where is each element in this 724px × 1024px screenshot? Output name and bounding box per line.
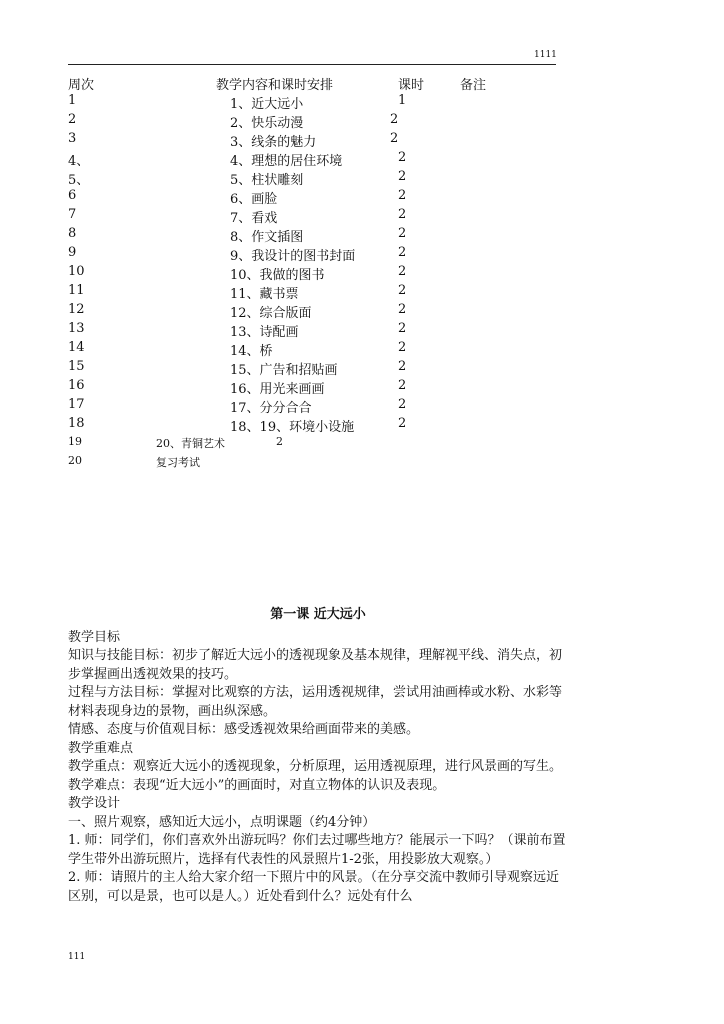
schedule-hours: 1 [398, 93, 407, 108]
schedule-week: 6 [68, 188, 77, 203]
schedule-week: 17 [68, 397, 85, 412]
schedule-content: 20、青铜艺术 [156, 437, 225, 450]
schedule-hours: 2 [398, 416, 407, 431]
lesson-paragraph: 教学难点：表现“近大远小”的画面时，对直立物体的认识及表现。 [68, 777, 446, 793]
header-week: 周次 [68, 78, 95, 93]
schedule-hours: 2 [398, 340, 407, 355]
schedule-content: 9、我设计的图书封面 [230, 249, 356, 264]
schedule-content: 4、理想的居住环境 [230, 154, 343, 169]
schedule-content: 7、看戏 [230, 211, 278, 226]
schedule-week: 5、 [68, 173, 90, 188]
schedule-hours: 2 [398, 359, 407, 374]
schedule-week: 13 [68, 321, 85, 336]
schedule-week: 19 [68, 435, 82, 448]
page-number-bottom: 111 [68, 952, 86, 962]
schedule-hours: 2 [276, 435, 283, 448]
schedule-hours: 2 [390, 131, 399, 146]
lesson-body [68, 629, 568, 907]
schedule-content: 10、我做的图书 [230, 268, 325, 283]
schedule-week: 3 [68, 131, 77, 146]
header-rule [68, 64, 556, 65]
schedule-content: 复习考试 [156, 456, 200, 469]
schedule-content: 18、19、环境小设施 [230, 420, 355, 435]
schedule-week: 16 [68, 378, 85, 393]
lesson-paragraph: 情感、态度与价值观目标：感受透视效果给画面带来的美感。 [68, 722, 420, 737]
lesson-paragraph: 2. 师：请照片的主人给大家介绍一下照片中的风景。（在分享交流中教师引导观察远近区别，可以是景，也可以是人。）近处看到什么？远处有什么 [68, 870, 560, 904]
schedule-week: 20 [68, 454, 82, 467]
schedule-hours: 2 [398, 283, 407, 298]
schedule-hours: 2 [398, 207, 407, 222]
schedule-week: 7 [68, 207, 77, 222]
schedule-week: 9 [68, 245, 77, 260]
schedule-hours: 2 [398, 245, 407, 260]
schedule-content: 16、用光来画画 [230, 382, 325, 397]
lesson-paragraph: 知识与技能目标：初步了解近大远小的透视现象及基本规律，理解视平线、消失点，初步掌握画出透视效果的技巧。 [68, 648, 563, 682]
schedule-hours: 2 [398, 397, 407, 412]
schedule-content: 12、综合版面 [230, 306, 312, 321]
schedule-hours: 2 [398, 321, 407, 336]
lesson-paragraph: 教学设计 [68, 796, 121, 811]
schedule-content: 15、广告和招贴画 [230, 363, 338, 378]
lesson-section [68, 606, 568, 906]
schedule-week: 10 [68, 264, 85, 279]
schedule-hours: 2 [398, 150, 407, 165]
schedule-hours: 2 [398, 188, 407, 203]
lesson-paragraph: 1. 师：同学们，你们喜欢外出游玩吗？你们去过哪些地方？能展示一下吗？（课前布置学生带外出游玩照片，选择有代表性的风景照片1-2张，用投影放大观察。） [68, 833, 566, 867]
schedule-week: 11 [68, 283, 85, 298]
header-content: 教学内容和课时安排 [216, 78, 334, 93]
schedule-content: 2、快乐动漫 [230, 116, 304, 131]
schedule-week: 8 [68, 226, 77, 241]
schedule-week: 2 [68, 112, 77, 127]
schedule-content: 5、柱状雕刻 [230, 173, 304, 188]
lesson-paragraph: 教学目标 [68, 629, 121, 645]
schedule-content: 3、线条的魅力 [230, 135, 317, 150]
schedule-week: 12 [68, 302, 85, 317]
schedule-content: 1、近大远小 [230, 97, 304, 112]
lesson-paragraph: 过程与方法目标：掌握对比观察的方法，运用透视规律，尝试用油画棒或水粉、水彩等材料表现身边的景物，画出纵深感。 [68, 685, 563, 719]
schedule-content: 8、作文插图 [230, 230, 304, 245]
lesson-paragraph: 一、照片观察，感知近大远小，点明课题（约4分钟） [68, 814, 376, 830]
lesson-title: 第一课 近大远小 [270, 607, 366, 622]
header-hours: 课时 [398, 78, 425, 93]
schedule-hours: 2 [398, 302, 407, 317]
schedule-content: 14、桥 [230, 344, 273, 359]
schedule-hours: 2 [398, 169, 407, 184]
schedule-hours: 2 [398, 226, 407, 241]
page-number-top: 1111 [534, 50, 557, 60]
schedule-hours: 2 [398, 378, 407, 393]
header-notes: 备注 [460, 78, 487, 93]
schedule-content: 17、分分合合 [230, 401, 312, 416]
schedule-hours: 2 [398, 264, 407, 279]
schedule-hours: 2 [390, 112, 399, 127]
schedule-content: 11、藏书票 [230, 287, 299, 302]
schedule-content: 13、诗配画 [230, 325, 299, 340]
schedule-week: 14 [68, 340, 85, 355]
lesson-paragraph: 教学重难点 [68, 740, 134, 756]
schedule-content: 6、画脸 [230, 192, 278, 207]
schedule-week: 18 [68, 416, 85, 431]
schedule-week: 1 [68, 93, 77, 108]
schedule-week: 4、 [68, 154, 90, 169]
lesson-paragraph: 教学重点：观察近大远小的透视现象，分析原理，运用透视原理，进行风景画的写生。 [68, 759, 563, 774]
schedule-week: 15 [68, 359, 85, 374]
